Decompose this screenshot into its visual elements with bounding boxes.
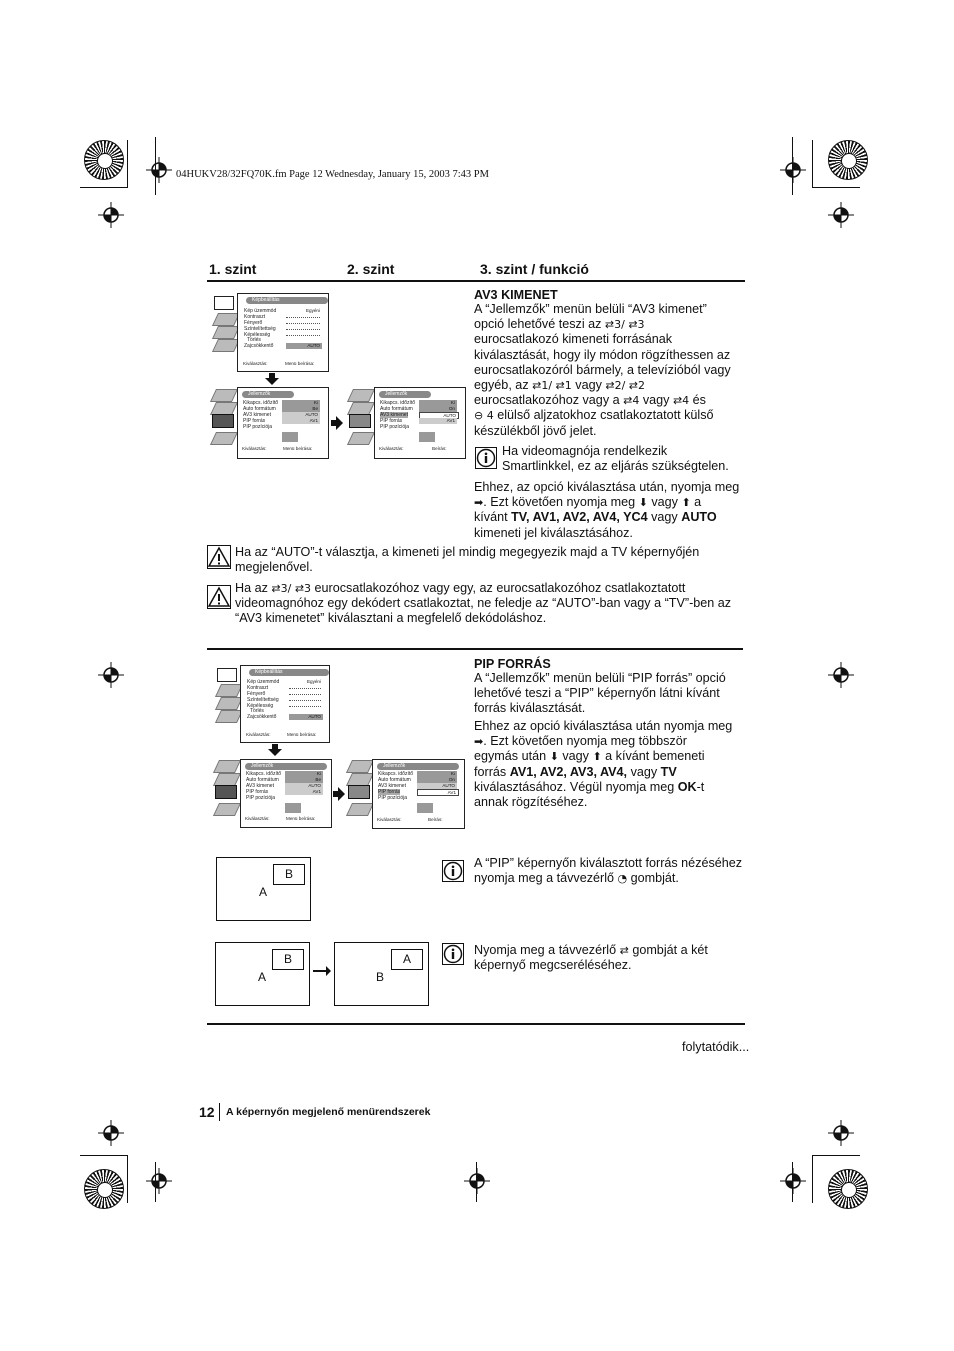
registration-target-icon [464, 1168, 490, 1194]
arrow-down-button-icon: ⬇ [549, 750, 559, 764]
av3-paragraph-2: Ehhez, az opció kiválasztása után, nyomja meg ➡. Ezt követően nyomja meg ⬇ vagy ⬆ a kívánt TV, AV1, AV2, AV4, YC4 vagy AUTO kimeneti jel kiválasztásához. [474, 480, 740, 540]
scart-3-icon: ⇄3/ ⇄3 [271, 582, 312, 595]
info-icon [475, 447, 497, 469]
pip-diagram-before-swap: A B [215, 942, 310, 1006]
header-rule [207, 280, 745, 282]
registration-target-icon [780, 157, 806, 183]
arrow-right-button-icon: ➡ [474, 735, 484, 749]
picture-tab-icon [214, 296, 234, 310]
scart-1-icon: ⇄1/ ⇄1 [532, 379, 572, 393]
continue-note: folytatódik... [682, 1040, 750, 1054]
av3-warning-1: Ha az “AUTO”-t választja, a kimeneti jel mindig megegyezik majd a TV képernyőjén megjelenővel. [235, 545, 700, 575]
arrow-up-button-icon: ⬆ [681, 496, 691, 510]
pip-info-1: A “PIP” képernyőn kiválasztott forrás nézéséhez nyomja meg a távvezérlő ◔ gombját. [474, 856, 743, 886]
file-header: 04HUKV28/32FQ70K.fm Page 12 Wednesday, January 15, 2003 7:43 PM [176, 169, 489, 180]
registration-target-icon [98, 662, 124, 688]
pip-info-2: Nyomja meg a távvezérlő ⇄ gombját a két képernyő megcseréléséhez. [474, 943, 708, 973]
arrow-right-button-icon: ➡ [474, 496, 484, 510]
footer-section-title: A képernyőn megjelenő menürendszerek [226, 1106, 431, 1118]
arrow-down-icon [265, 373, 279, 385]
pip-heading: PIP FORRÁS [474, 657, 551, 671]
av3-heading: AV3 KIMENET [474, 288, 558, 302]
features-menu-pip-selected-screen: Jellemzők Kikapcs. időzítő Auto formátum AV3 kimenet PIP forrás PIP pozíciója Ki On AUTO AV1 Kiválasztás: Beírás: [372, 759, 465, 829]
section-rule [207, 648, 743, 650]
scart-3-icon: ⇄3/ ⇄3 [604, 318, 645, 332]
av3-warning-2: Ha az ⇄3/ ⇄3 eurocsatlakozóhoz vagy egy, az eurocsatlakozóhoz csatlakoztatott videomagnóhoz egy dekódert csatlakoztat, ne feledje az “AUTO”-ban vagy a “TV”-ben az “AV3 kimenetet” kiválasztani a megfelelő dekódoláshoz. [235, 581, 732, 626]
registration-sun-icon [84, 140, 124, 180]
arrow-right-icon [331, 416, 343, 430]
registration-target-icon [828, 662, 854, 688]
features-menu-av3-selected-screen: Jellemzők Kikapcs. időzítő Auto formátum AV3 kimenet PIP forrás PIP pozíciója Ki On AUTO AV1 Kiválasztás: Beírás: [374, 387, 466, 459]
pip-paragraph-2: Ehhez az opció kiválasztása után nyomja meg ➡. Ezt követően nyomja meg többször egymás után ⬇ vagy ⬆ a kívánt bemeneti forrás AV1, AV2, AV3, AV4, vagy TV kiválasztásához. Végül nyomja meg OK-t annak rögzítéséhez. [474, 719, 733, 810]
sound-tab-icon [212, 313, 240, 326]
registration-target-icon [828, 202, 854, 228]
menu-title: Képbeállítás [246, 297, 328, 304]
arrow-right-icon [313, 965, 331, 977]
features-menu-screen: Jellemzők Kikapcs. időzítő Auto formátum AV3 kimenet PIP forrás PIP pozíciója Ki Be AUTO AV1 Kiválasztás: Menü beírása: [237, 387, 329, 459]
registration-target-icon [146, 1168, 172, 1194]
setup-tab-icon [212, 339, 240, 352]
warning-icon [207, 585, 231, 609]
features-tab-icon [212, 326, 240, 339]
picture-menu-screen: Képbeállítás Kép üzemmód Kontraszt Fényerő Színtelítettség Képélesség Törlés Zajcsökkentő Egyéni AUTO Kiválasztás: Menü beírása: [240, 665, 330, 743]
scart-2-icon: ⇄2/ ⇄2 [605, 379, 646, 393]
pip-paragraph-1: A “Jellemzők” menün belüli “PIP forrás” opció lehetővé teszi a “PIP” képernyőn látni kívánt forrás kiválasztását. [474, 671, 726, 716]
column-heading-level-1: 1. szint [209, 261, 257, 277]
registration-target-icon [98, 1120, 124, 1146]
pip-inset: B [273, 864, 305, 885]
pip-button-icon: ◔ [617, 872, 628, 886]
video-4-icon: ⇄4 [672, 394, 690, 408]
audio-4-icon: ⊖ 4 [474, 409, 494, 423]
pip-diagram-single: A B [216, 857, 311, 921]
column-heading-level-3: 3. szint / funkció [480, 261, 589, 277]
registration-target-icon [98, 202, 124, 228]
arrow-up-button-icon: ⬆ [592, 750, 602, 764]
section-rule [207, 1023, 745, 1025]
info-icon [442, 860, 464, 882]
swap-button-icon: ⇄ [619, 944, 629, 957]
arrow-right-icon [333, 787, 345, 801]
registration-target-icon [828, 1120, 854, 1146]
registration-sun-icon [828, 140, 868, 180]
registration-target-icon [146, 157, 172, 183]
footer-divider [219, 1103, 220, 1121]
warning-icon [207, 545, 231, 569]
features-menu-screen: Jellemzők Kikapcs. időzítő Auto formátum AV3 kimenet PIP forrás PIP pozíciója Ki Be AUTO AV1 Kiválasztás: Menü beírása: [240, 759, 332, 828]
registration-target-icon [780, 1168, 806, 1194]
registration-sun-icon [84, 1169, 124, 1209]
arrow-down-button-icon: ⬇ [638, 496, 648, 510]
page-number: 12 [199, 1104, 215, 1120]
column-heading-level-2: 2. szint [347, 261, 395, 277]
features-tab-selected-icon [212, 414, 234, 428]
registration-sun-icon [828, 1169, 868, 1209]
arrow-down-icon [268, 744, 282, 756]
av3-paragraph-1: A “Jellemzők” menün belüli “AV3 kimenet” opció lehetővé teszi az ⇄3/ ⇄3 eurocsatlakozó kimeneti forrásának kiválasztását, hogy ily módon rögzíthessen az eurocsatlakozóról bármely, a televízióból vagy egyéb, az ⇄1/ ⇄1 vagy ⇄2/ ⇄2 eurocsatlakozóhoz vagy a ⇄4 vagy ⇄4 és ⊖ 4 elülső aljzatokhoz csatlakoztatott külső készülékből jövő jelet. [474, 302, 731, 438]
av3-info-note: Ha videomagnója rendelkezik Smartlinkkel, ez az eljárás szükségtelen. [502, 444, 729, 474]
pip-diagram-after-swap: B A [334, 942, 429, 1006]
picture-menu-screen: Képbeállítás Kép üzemmód Kontraszt Fényerő Színtelítettség Képélesség Törlés Zajcsökkentő Egyéni AUTO Kiválasztás: Menü beírása: [237, 293, 329, 372]
info-icon [442, 943, 464, 965]
svideo-4-icon: ⇄4 [623, 394, 640, 408]
